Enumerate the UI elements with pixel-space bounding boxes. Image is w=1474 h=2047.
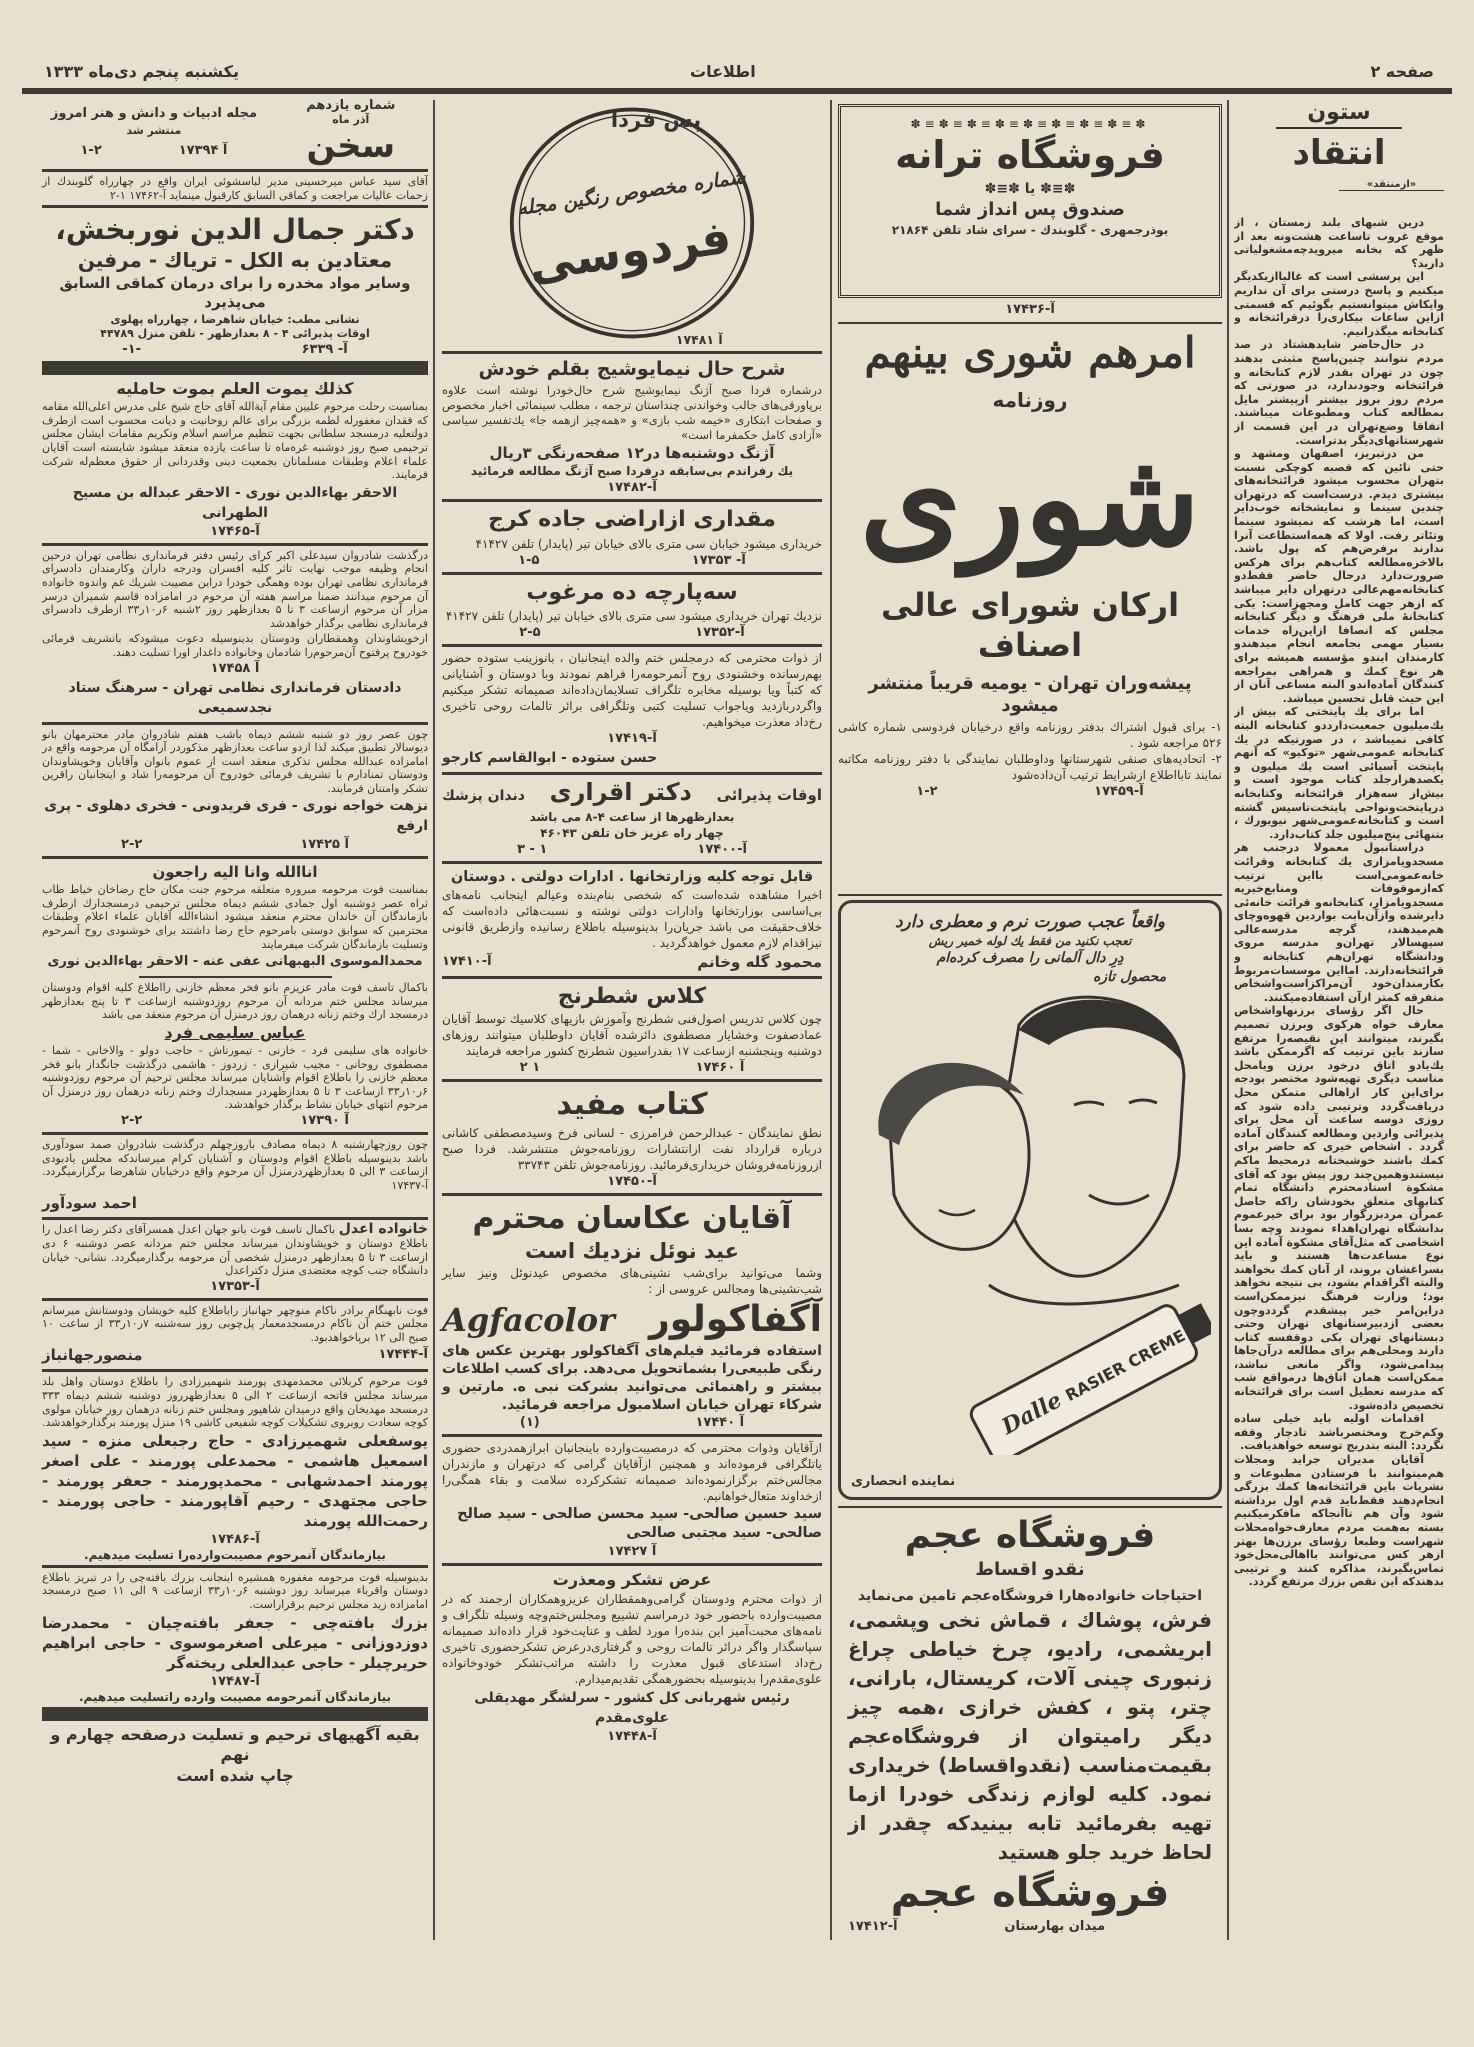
notice-signature: حسن ستوده - ابوالقاسم کارجو: [442, 749, 658, 766]
divider: [838, 894, 1222, 896]
article-paragraph: حال اگر رؤسای برزنهاواشخاص معارف خواه هرکوی وبرزن تصمیم بگیرند، میتوانند این نقیصه‌را مرتفع سازند باین ترتیب که اگرممکن باشد یك‌یادو اتاق درخود برزن ویامحل مناسب دیگری تهیه‌شود مختصر بودجه برای‌این کار ازاهالی متمکن محل دریافت‌گردد وترتیبی داده شود که روزی دوسه ساعت آن محل برای پذیرائی واردین ومطالعه کنندگان آماده گردد . اشخاص خیری که حاضر برای کمك باشند خوشبختانه درمحیط ماکم نیستندوهمین‌چند روز پیش بود که آقای مشکوة استادمحترم دانشگاه تمام کتابهای متعلق بخودشان راکه حاصل عمرآن مردبزرگوار بود برای خیرعموم بدانشگاه تهران‌اهداء نمودند وچه بسا اشخاصی که مثل‌آقای مشکوة آماده این نوع مساعدت‌ها هستند و باید بسراغشان بروند، از آنان کمك بخواهند والبته اگراقدام بشود، بی نتیجه نخواهد بود؛ وزارت فرهنگ نیزممکن‌است دراین‌امر خیر پیشقدم گرددوچون بعضی ازدبیرستانهای تهران وحتی دبستانهای تهران یکی دوقفسه کتاب دارند ومحلی‌هم برای مطالعه درآن‌جاها پیدامی‌شود، واگر مانعی نباشد، ممکن‌است همان اتاق‌ها درمواقع شب که مدرسه تعطیل است برای قرائتخانه تخصیص داده‌شود.: [1234, 1004, 1444, 1412]
notice-body: باکمال تاسف فوت مادر عزیزم بانو فخر معظم خازنی رااطلاع کلیه اقوام ودوستان میرساند مجلس ختم مردانه آن مرحوم روزدوشنبه ازساعت ۳ تا پنج بعدازظهر درمسجد ارك وختم زنانه درهمان روز درمنزل آن مرحوم منعقد می باشد: [42, 981, 428, 1022]
ad-code: آ-۱۷۴۱۰: [442, 953, 492, 969]
doctor-line: وسایر مواد مخدره را برای درمان کماقی السابق می‌پذیرد: [59, 274, 411, 311]
doctor-address: نشانی مطب: خیابان شاهرضا ، چهارراه پهلوی: [110, 312, 360, 326]
notice-body: از ذوات محترمی که درمجلس ختم والده اینجانبان ، بانوزینب ستوده حضور بهم‌رسانده وخشنودی روح آنمرحومه‌را فراهم نمودند وبا دوستان و آشنایانی که کتباً ویا بوسیله مخابره تلگراف تسلایمان‌داده‌اند صمیمانه تشکر میکنیم واگردربازدید ویاجواب تسلیت کتبی وتلگرافی برائر تالمات روحی تاخیری رخ‌داد معذرت میخواهیم.: [442, 650, 822, 729]
sokhan-ad: [42, 98, 428, 166]
notice-signature: الاحقر بهاءالدین نوری - الاحقر عبداله بن مسیح الطهرانی: [72, 484, 398, 521]
ad-run: (۱): [519, 1415, 540, 1431]
notice-signature: سید حسین صالحی- سید محسن صالحی - سید صالح صالحی- سید مجتبی صالحی: [457, 1506, 822, 1542]
notice-footnote: بیازماندگان آنمرحوم مصیبت‌وارده‌را تسلیت میدهیم.: [84, 1547, 386, 1562]
divider: [42, 1132, 428, 1135]
ad-code: آ ۱۷۴۲۵: [300, 837, 349, 853]
article-paragraph: در حال‌حاضر شایدهشتاد در صد مردم نتوانند چنین‌پاسخ مثبتی بدهند چون در تهران بقدر لازم کتابخانه و قرائتخانه وجودندارد، در صورتی که مردم روز بروز بیشتر ازپیشتر مایل بمطالعه کتاب ومطبوعات میباشند. اتفاقا وضع‌تهران در این قسمت از شهرستانهای‌دیگر بدتراست.: [1234, 338, 1444, 447]
notice-signatories: بزرك بافته‌چی - جعفر بافته‌چیان - محمدرضا دوزدوزانی - میرعلی اصغرموسوی - حاجی ابراهیم حریرچیلر - حاجی عبدالعلی ریخته‌گر: [42, 1613, 428, 1672]
divider: [838, 322, 1222, 324]
notice-body: باکمال تاسف فوت بانو جهان اعدل همسرآقای دکتر رضا اعدل را باطلاع دوستان و خویشاوندان میرساند مجلس ختم مردانه عصر دوشنبه ۶ دی ازساعت ۳ تا ۵ بعدازظهر درمنزل شخصی آن مرحومه برگذارمیگردد. نشانی- خیابان دانشگاه جنب کوچه معتضدی منزل دکتراعدل: [42, 1223, 428, 1278]
ad-run: ۱-۲: [80, 142, 102, 158]
column-rule: [830, 100, 832, 1940]
land-ad: [442, 505, 822, 570]
notice-body: اخیرا مشاهده شده‌است که شخصی بنام‌بنده وعیالم اینجانب نامه‌های بی‌اساسی بوزارتخانها وادارات دولتی نوشته و نسبت‌هائی داده‌است که خلاف‌حقیقت می باشد جریان‌را بدینوسیله باطلاع رسانیده وازطریق قانونی نیزاقدام لازم معمول خواهدگردید .: [442, 887, 822, 950]
dentist-ad: [442, 778, 822, 858]
shoura-tagline: پیشه‌وران تهران - یومیه قریباً منتشر میشود: [868, 672, 1192, 716]
ad-subtitle: نقدو اقساط: [975, 1559, 1085, 1580]
divider: [838, 1506, 1222, 1508]
notice-body: از ذوات محترم ودوستان گرامی‌وهمقطاران عزیزوهمکاران ارجمند که در مصیبت‌وارده باحضور خود درمراسم تشییع ومجلس‌ختم‌وچه وسیله تلگراف و نامه‌های محبت‌آمیز این بنده‌را مورد لطف و عنایت‌خود قرار داده‌اند صمیمانه سپاسگذار واگر درائر تالمات روحی و گرفتاری‌درعرض تشکرحضوری تاخیری رخ‌داد استدعای قبول معذرت را داشته مراتب‌تشکر خودوخانواده علوی‌مقدم‌را بدینوسیله بحضورهمگی تقدیم‌میدارم.: [442, 1592, 822, 1687]
divider: [42, 205, 428, 208]
page-number: صفحه ۲: [1370, 62, 1434, 81]
notice-body: بمناسبت رحلت مرحوم علیین مقام آیة‌الله آقای حاج شیخ علی مدرس اعلی‌الله مقامه که فقدان مغفورله لطمه بزرگی برای عالم روحانیت و دیانت محسوب است ازطرف دولتعلیه درمسجد سلطانی بجهت تنظیم مراسم اسلام وتکریم مقامات ایشان مجلس ترحیمی صبح روز دوشنبه غره‌ماه تا ساعت یازده منعقد میشود شایسته است آقایان علماء اعلام وطبقات مسلمانان بجمعیت دینی وقدردانی از حقوق معظم‌له شرکت فرمایند.: [42, 400, 428, 482]
ad-title: سه‌پارچه ده مرغوب: [526, 580, 738, 605]
notice-body: فوت مرحوم کربلائی محمدمهدی پورمند شهمیرزادی را باطلاع دوستان واهل بلد میرساند مجلس فاتحه ازساعت ۲ الی ۵ بعدازظهرروز دوشنبه ششم دیماه ۳۳۳ درمسجد مهدیخان واقع درمیدان شاهپور ومجلس ختم زنانه درهمان روز خیابان مولوی کوچه سعادت روبروی تشکیلات کوچه شفیعی کاشی ۱۹ منزل پورمند برگذارخواهدشد.: [41, 1375, 428, 1430]
divider: [42, 1298, 428, 1301]
ad-run: ۱ ۲: [519, 1060, 541, 1076]
ad-code: آ-۱۷۴۵۰: [607, 1173, 657, 1189]
man-collar-icon: [989, 1285, 1179, 1304]
warning-notice: [442, 867, 822, 973]
divider: [442, 644, 822, 647]
ornament-border-icon: ✽≡✽≡✽≡✽≡✽≡✽≡✽≡✽≡✽: [910, 117, 1150, 131]
chess-class-ad: [442, 982, 822, 1077]
notice-body: آقای سید عباس میرحسینی مدیر لباسشوئی ایران واقع در چهارراه گلوبندك از زحمات عالیات مراجعت و کماقی السابق کارقبول مینماید آ-۱۷۴۶۲ ۱-۲: [42, 175, 428, 202]
tube-brand: Dalle: [997, 1386, 1067, 1440]
doctor-ad: [42, 211, 428, 358]
dentist-role: دندان پزشك: [442, 787, 525, 804]
ad-subtitle: صندوق پس انداز شما: [935, 199, 1125, 220]
middle-column: [442, 98, 822, 1745]
divider: [442, 351, 822, 354]
notice-body: بمناسبت فوت مرحومه مبروره متعلقه مرحوم جنت مکان حاج رضاخان خیاط طاب ثراه عصر دوشنبه اول جمادی ششم دیماه مجلس ترحیمی درمسجدارك ازطرف بازماندگان آن خاندان محترم منعقد میشود انشاءالله آقایان علماء اعلام وطبقات محترمین که سوابق دوستی بامرحوم حاج رضا داشتند برای خوشنودی روح آنمرحوم وتسلیت بازماندگان شرکت میفرمایند: [42, 883, 428, 951]
thanks-notice: [442, 1569, 822, 1745]
divider: [42, 1369, 428, 1372]
divider: [42, 543, 428, 546]
ferdowsi-title: فردوسی: [525, 209, 735, 292]
shoura-item-1: ۱- برای قبول اشتراك بدفتر روزنامه واقع درخیابان فردوسی شماره کاشی ۵۲۶ مراجعه شود .: [838, 719, 1222, 750]
ad-intro: وشما می‌توانید برای‌شب نشینی‌های مخصوص عیدنوئل ونیز سایر شب‌نشینی‌ها ومجالس عروسی از :: [442, 1266, 822, 1297]
sokhan-month: آذر ماه: [332, 113, 370, 126]
village-ad: [442, 578, 822, 641]
ad-code: آ-۱۷۴۸۶: [210, 1531, 260, 1547]
notice-body: فوت نابهنگام برادر ناکام منوچهر جهانباز راباطلاع کلیه خویشان ودوستانش میرسانم مجلس ختم آن ناکام درمسجدمعمار پل‌چوبی روز سه‌شنبه ۷ر۱۰ر۳۳ از ساعت ۱۰ صبح الی ۱۲ برپاخواهدبود.: [42, 1303, 428, 1344]
divider: [42, 722, 428, 725]
ornament-icon: ✽≡✽: [1035, 180, 1076, 197]
ad-highlight: آژنگ دوشنبه‌ها در۱۲ صفحه‌رنگی ۳ریال: [489, 443, 775, 462]
column-kicker: ستون: [1307, 100, 1371, 125]
article-paragraph: من درتبریز، اصفهان ومشهد و حتی نائین که قصبه کوچکی نسبت بتهران محسوب میشود قرائتخانه‌های بیشتری دیدم. درست‌است که درتهران چندین سینما و نمایشخانه خوب‌دایر است، اما هرشب که نمیشود سینما وتئاتر رفت. اولا که همه‌استطاعت آنرا ندارند برفرض‌هم که پول باشد. بالاخره‌مطالعه کتاب‌هم برای هرکس ضرورت‌دارد درحال حاضر فقط‌دو کتابخانه‌مهم‌عالی درتهران دایر میباشد که ازهر جهت کامل ومجهزاست: یکی کتابخانهٔ ملی فرهنگ و دیگر کتابخانه مجلس که انصافا ازاین‌راه خدمات بسیار مهمی بجامعه انجام میدهندو کارمندان ایندو مؤسسه همیشه برای هر نوع کمك و همراهی بمراجعه کنندگان آماده‌اندو البته مساعی آنان از این حیث قابل تحسین میباشد.: [1234, 447, 1444, 705]
sokhan-published: منتشر شد: [126, 123, 182, 137]
notice-body: خانواده های سلیمی فرد - خازنی - تیمورتاش - حاجب دولو - والاخانی - شما - مصطفوی روحانی - مجیب شیرازی - زردوز - هاشمی درگذشت جانگداز بانو فخر معظم خازنی را باطلاع اقوام وآشنایان میرساند مجلس ترحیم آن مرحوم روزدوشنبه ۶ر۱۰ر۳۳ ازساعت ۳ تا ۵ بعدازظهردر مسجدارك وختم زنانه درهمان روز درمنزل آن مرحوم انتهای خیابان نشاط برگذار خواهدشد.: [42, 1043, 428, 1112]
agfacolor-logo: Agfacolor: [442, 1300, 615, 1339]
ad-code: آ-۱۷۳۵۳: [210, 1278, 260, 1294]
ferdowsi-top: پس فردا: [610, 106, 702, 132]
ad-code: آ-۱۷۴۱۹: [607, 730, 657, 746]
ad-title: شرح حال نیمایوشیج بقلم خودش: [478, 358, 786, 380]
ad-code: آ ۱۷۳۹۰: [300, 1112, 349, 1128]
notice-title: قابل توجه کلیه وزارتخانها . ادارات دولتی . دوستان: [450, 868, 814, 885]
notice-signature: منصورجهانباز: [42, 1346, 143, 1365]
notice-signature: رئیس شهربانی کل کشور - سرلشگر مهدیقلی علوی‌مقدم: [474, 1690, 790, 1727]
obituary-notice: [42, 1223, 428, 1294]
ad-lead: احتیاجات خانواده‌هارا فروشگاه‌عجم تامین می‌نماید: [857, 1587, 1203, 1604]
ad-or: یا: [1024, 180, 1036, 197]
ad-run: ۱-۵: [518, 553, 540, 568]
ad-code: آ-۱۷۴۳۶: [1005, 302, 1055, 317]
ad-footnote: یك رفراندم بی‌سابقه درفردا صبح آژنگ مطالعه فرمائید: [470, 463, 794, 478]
tube-label: RASIER CREME: [1062, 1325, 1189, 1405]
ad-line-1: تعجب نکنید من فقط یك لوله خمیر ریش: [928, 934, 1132, 949]
shoura-title: شوری: [859, 421, 1201, 575]
ad-code: آ-۱۷۴۴۸: [607, 1729, 657, 1745]
sokhan-desc: مجله ادبیات و دانش و هنر امروز: [50, 105, 257, 121]
notice-signature: محمود گله وخانم: [697, 952, 822, 971]
ad-title: آقایان عکاسان محترم: [472, 1200, 792, 1236]
ad-address: میدان بهارستان: [1004, 1919, 1106, 1934]
notice-body: چون عصر روز دو شنبه ششم دیماه باشب هفتم شادروان مادر محترمهان بانو دیوسالار تطبیق میکند لذا ازدو ساعت بعدازظهر مذکوردر آرامگاه آن مرحومه واقع در امامزاده عبدالله مجلس تذکری منعقد است از عموم بانوان وآقایان وخویشاوندان ودوستان تمنادارم با تشریف فرمائی خودروح آن مرحومه‌را شاد و اینجانبان راقرین تشکر وامتنان فرمایند.: [42, 727, 428, 795]
ad-code: آ-۱۷۴۶۵: [210, 523, 260, 539]
notice-footnote: بیازماندگان آنمرحومه مصیبت وارده راتسلیت میدهیم.: [79, 1689, 391, 1704]
obituary-notice: [42, 1138, 428, 1214]
doctor-hours: اوقات پذیرائی ۴ - ۸ بعدازظهر - تلفن منزل ۴۴۷۸۹: [100, 327, 370, 341]
ad-address: بوذرجمهری - گلوبندك - سرای شاد تلفن ۲۱۸۶۴: [891, 222, 1169, 237]
notice-signature: احمد سودآور: [42, 1194, 137, 1213]
ad-body: درشماره فردا صبح آژنگ نیمایوشیج شرح حال‌خودرا نوشته است علاوه برپاورقی‌های جالب وخواندنی چنداستان ترجمه ، مطلب سینمائی اخبار مخصوص و صفحات ابتکاری «خیمه شب بازی» و «همه‌چیز ازهمه جا» یك‌تفسیر سیاسی «آزادی کامل حکمفرما است»: [442, 382, 822, 442]
continued-line-2: چاپ شده است: [176, 1765, 294, 1785]
black-band: [42, 1707, 428, 1721]
divider: [139, 976, 332, 978]
ad-run: ۱ - ۳: [517, 841, 548, 857]
dalle-shaving-cream-ad: [838, 900, 1222, 1500]
ad-title: مقداری ازاراضی جاده کرج: [488, 506, 776, 532]
notice-body: بدینوسیله فوت مرحومه مغفوره همشیره اینجانب بزرك بافته‌چی را در تبریز باطلاع دوستان واقرباء میرساند روز دوشنبه ۶ر۱۰ر۳۳ ازساعت ۹ الی ۱۱ صبح درمسجد امامزاده زید مجلس ترحیم برقراراست.: [42, 1570, 429, 1612]
obituary-notice: [42, 1044, 428, 1129]
shoura-label: روزنامه: [992, 387, 1068, 412]
shoura-subtitle: ارکان شورای عالی اصناف: [880, 585, 1180, 664]
masthead-rule: [22, 88, 1452, 94]
continued-notice: [42, 1724, 428, 1787]
dentist-address: چهار راه عزیز خان تلفن ۴۶۰۴۳: [540, 825, 724, 840]
divider: [42, 1565, 428, 1568]
doctor-name: دکتر جمال الدین نوربخش،: [55, 213, 415, 247]
notice-title: خانواده اعدل: [338, 1221, 428, 1238]
obituary-notice: [42, 378, 428, 540]
ad-title: کتاب مفید: [556, 1087, 708, 1123]
divider: [442, 1434, 822, 1437]
obituary-notice: [42, 728, 428, 854]
ad-code: آ-۱۷۴۱۲: [848, 1919, 898, 1934]
ad-code: آ-۱۷۴۸۷: [210, 1673, 260, 1689]
article-paragraph: آقایان مدیران جراید ومجلات هم‌میتوانند با فرستادن مطبوعات و نشریات باین قرائتخانه‌ها کمك بزرگی انجام‌دهند فقط‌باید قدم اول برداشته شود وآن هم تاآنجاکه مافکرمیکنیم بسته به‌همت مردم معارف‌خواه‌محلات شهراست وطبعا رؤسای برزن‌ها بهتر ازهر کس می‌توانند بااهالی‌محل‌خود تماس‌بگیرند، مذاکره کنند و ترتیبی بدهندکه این نقص بزرك مرتفع گردد.: [1234, 1453, 1444, 1589]
brand-persian: آگفاکولور: [648, 1299, 822, 1341]
exclusive-agent: نماینده انحصاری: [851, 1474, 956, 1489]
sokhan-title: سخن: [306, 126, 396, 166]
obituary-notice: [42, 862, 428, 973]
notice-body: درگذشت شادروان سیدعلی اکبر کرای رئیس دفتر فرمانداری نظامی تهران درحین انجام وظیفه موجب نهایت تاثر کلیه افسران ودرجه داران وکارمندان دادسرای فرمانداری نظامی تهران بوده وهمگی خودرا دراین مصیبت شریك غم واندوه خانواده آن مرحوم میدانند ضمنا مراسم هفته آن مرحوم در امامزاده قاسم شمیران درسر مزار آن مرحوم ازساعت ۳ تا ۵ بعدازظهر روز ۲شنبه ۶ر۱۰ر۳۳ ازطرف دادسرای فرمانداری نظامی برگذار خواهدشد: [42, 548, 428, 630]
dentist-hours: بعدازظهرها از ساعت ۴-۸ می باشد: [529, 809, 735, 824]
ad-code: آ-۱۷۴۴۴: [378, 1347, 428, 1363]
laundry-notice: [42, 175, 428, 202]
ferdowsi-magazine-ad: [442, 98, 822, 348]
column-byline: «ازمنتقد»: [1339, 179, 1444, 191]
article-paragraph: این پرسشی است که غالباازیکدیگر میکنیم و پاسخ درستی برای آن نداریم وایکاش میتوانستیم بگوئیم که قسمتی ازاین ساعات بیکاری‌را درقرائتخانه و کتابخانه میگذرانیم.: [1234, 270, 1444, 338]
divider: [442, 1563, 822, 1566]
ad-run: ۲-۲: [121, 837, 143, 853]
left-column: [42, 98, 428, 1787]
thanks-notice: [442, 650, 822, 769]
shoura-newspaper-ad: [838, 326, 1222, 892]
obituary-notice: [42, 1304, 428, 1367]
doctor-specialty: معتادین به الکل - تریاك - مرفین: [77, 248, 393, 273]
ad-subtitle: عید نوئل نزدیك است: [525, 1239, 739, 1264]
divider: [442, 976, 822, 979]
ad-title-bottom: فروشگاه عجم: [890, 1870, 1170, 1916]
ad-code: آ ۱۷۴۲۷: [607, 1544, 657, 1560]
ad-body: استفاده فرمائید فیلم‌های آگفاکولور بهترین عکس های رنگی طبیعی‌را بشماتحویل می‌دهد. برای کسب اطلاعات بیشتر و راهنمائی می‌توانید بشرکت نبی ه. مارتین و شرکاء تهران خیابان اسلامبول مراجعه فرمائید.: [442, 1343, 822, 1414]
divider: [442, 1079, 822, 1082]
ad-code: آ ۱۷۴۸۱: [675, 332, 723, 348]
ad-line-3: محصول تازه: [1092, 968, 1167, 985]
divider: [42, 1217, 428, 1220]
ad-title: فروشگاه عجم: [904, 1515, 1156, 1556]
ajam-store-ad: [838, 1512, 1222, 1936]
ornament-icon: ✽≡✽: [984, 180, 1025, 197]
obituary-notice: [42, 549, 428, 719]
ad-run: ۱-۲: [916, 783, 938, 799]
ad-code-line: [838, 301, 1222, 319]
obituary-notice: [42, 981, 428, 1044]
taraneh-store-ad: [838, 104, 1222, 298]
article-paragraph: اقدامات اولیه باید خیلی ساده وکم‌خرج ومختصرباشد تادچار وقفه نگردد: البته بتدریج توسعه خواهدیافت.: [1234, 1412, 1444, 1453]
ad-code: آ ۱۷۴۵۸: [210, 660, 260, 676]
divider: [42, 169, 428, 172]
issue-date: یکشنبه پنجم دی‌ماه ۱۳۳۳: [44, 62, 239, 81]
ad-code: آ- ۶۳۳۹: [301, 342, 348, 358]
book-ad: [442, 1085, 822, 1190]
column-title: انتقاد: [1292, 133, 1386, 173]
ad-headline: واقعاً عجب صورت نرم و معطری دارد: [894, 912, 1166, 932]
ad-code: آ ۱۷۴۶۰: [695, 1060, 745, 1076]
notice-body-2: ازخویشاوندان وهمقطاران ودوستان بدینوسیله دعوت میشودکه باتشریف فرمائی خودروح پرفتوح آن‌مرحوم‌را شادمان وخانواده داغدار اورا تسلیت دهند.: [42, 632, 428, 659]
critique-column-header: [1234, 100, 1444, 215]
ad-code: آ-۱۷۴۵۹: [1094, 783, 1144, 799]
ad-body: نزدیك تهران خریداری میشود سی متری بالای خیابان تیر (پایدار) تلفن ۴۱۴۲۷: [445, 608, 822, 623]
article-paragraph: درین شبهای بلند زمستان ، از موقع غروب تاساعت هشت‌ونه بعد از ظهر که بخانه میرویدچه‌مشغولیاتی دارید؟: [1234, 216, 1444, 270]
column-rule: [1227, 100, 1229, 1940]
dentist-name: دکتر اقراری: [549, 777, 692, 806]
ad-code: آ-۱۷۳۵۲: [695, 624, 745, 640]
ad-body: نطق نمایندگان - عبدالرحمن فرامرزی - لسانی فرخ وسیدمصطفی کاشانی درباره قرارداد نفت ازانتشارات روزنامه‌جوش منتشرشد. فردا صبح ازروزنامه‌فروشان خریداری‌فرمائید. روزنامه‌جوش تلفن ۳۳۷۴۳: [442, 1125, 822, 1172]
ad-body: خریداری میشود خیابان سی متری بالای خیابان تیر (پایدار) تلفن ۴۱۴۲۷: [475, 537, 822, 551]
notice-signature: دادستان فرمانداری نظامی تهران - سرهنگ ستاد نجدسمیعی: [68, 679, 402, 716]
continued-line-1: بقیه آگهیهای ترحیم و تسلیت درصفحه چهارم و نهم: [50, 1724, 420, 1764]
ad-body: چون کلاس تدریس اصول‌فنی شطرنج وآموزش بازیهای کلاسیك توسط آقایان عمادصفوت وخشایار مصطفوی دائرشده آقایان داوطلبان میتوانند روزهای دوشنبه وپنجشنبه ازساعت ۱۷ بفدراسیون شطرنج کشور مراجعه فرمایند: [442, 1012, 822, 1059]
ad-body: فرش، پوشاك ، قماش نخی وپشمی، ابریشمی، رادیو، چرخ خیاطی چراغ زنبوری چینی آلات، کریستال، بارانی، چتر، پتو ، کفش خرازی ،همه چیز دیگر رامیتوان از فروشگاه‌عجم بقیمت‌مناسب (نقدواقساط) خریداری نمود. کلیه لوازم زندگی خودرا ازما تهیه بفرمائید تابه بینیدکه چقدر از لحاظ خرید جلو هستید: [848, 1608, 1212, 1864]
notice-title: اناالله وانا الیه راجعون: [152, 863, 318, 882]
couple-illustration: [849, 985, 1211, 1455]
notice-signature: محمدالموسوی البهبهانی عفی عنه - الاحقر بهاءالدین نوری: [47, 954, 423, 970]
thanks-notice: [442, 1440, 822, 1560]
ad-run: ۲-۲: [121, 1112, 143, 1128]
critique-article-body: [1234, 216, 1444, 1936]
notice-signature: عباس سلیمی فرد: [164, 1022, 306, 1042]
newspaper-name: اطلاعات: [690, 62, 756, 81]
ad-run: ۲-۵: [519, 624, 541, 640]
divider: [442, 499, 822, 502]
ferdowsi-line: شماره مخصوص رنگین مجله: [515, 165, 747, 220]
ferdowsi-circle-artwork: [442, 98, 822, 348]
divider: [442, 1193, 822, 1196]
column-rule: [433, 100, 435, 1940]
divider: [42, 856, 428, 859]
sokhan-issue: شماره یازدهم: [306, 98, 396, 113]
ad-title: کلاس شطرنج: [557, 983, 707, 1009]
shaving-cream-tube-icon: [968, 1290, 1211, 1455]
black-band: [42, 361, 428, 375]
ad-code: آ ۱۷۴۴۰: [695, 1415, 745, 1431]
article-paragraph: دراستانبول معمولا درجنب هر مسجدویامزاری یك کتابخانه وقرائت خانه‌عمومی‌است بااین ترتیب که‌ازموقوفات ومنابع‌خیریه مسجدویامزار، کتابخانه‌و قرائت خانه‌ئی دایرشده وازآن‌بابت بواردین قهوه‌وچای هم‌میدهند، گرچه مدرسه‌عالی سپهسالار تهران‌و مدرسه مروی ودانشگاه تهران‌هم کتابخانه و قرائتخانه‌دارند. امااین موسسات‌مربوط بکارمندان‌خود آن‌مراکزاست‌واشخاص متفرقه کمتر ازآن استفاده‌میکنند.: [1234, 841, 1444, 1004]
ad-code: آ-۱۷۴۸۲: [607, 479, 657, 495]
obituary-notice: [42, 1571, 428, 1704]
notice-title: عرض تشکر ومعذرت: [552, 1570, 712, 1590]
ad-code: آ ۱۷۳۹۴: [178, 142, 228, 158]
ad-title: فروشگاه ترانه: [895, 133, 1165, 177]
ad-code: آ-۱۷۴۰۰: [697, 841, 747, 857]
ad-line-2: دِرِ دال آلمانی را مصرف کرده‌ام: [936, 950, 1124, 967]
ad-run: -۱-: [122, 342, 142, 358]
notice-body: ازآقایان وذوات محترمی که درمصیبت‌وارده باینجانبان ابرازهمدردی حضوری یاتلگرافی فرموده‌اند و همچنین ازآقایان گرامی که درتهران و مازندران مجالس‌ختم برگزارنموده‌اند صمیمانه تشکرکرده سلامت و بقاء همگی‌را ازخداوند متعال‌خواهانیم.: [442, 1441, 822, 1504]
divider: [442, 772, 822, 775]
notice-signature: نزهت خواجه نوری - فری فریدونی - فخری دهلوی - پری ارفع: [44, 798, 428, 835]
shoura-quote: امرهم شوری بینهم: [864, 328, 1196, 377]
shoura-item-2: ۲- اتحادیه‌های صنفی شهرستانها وداوطلبان نمایندگی با دفتر روزنامه مکاتبه نمایند تابااطلاع ازشرایط ترتیب آن‌داده‌شود: [838, 751, 1222, 782]
agfacolor-ad: [442, 1199, 822, 1432]
hours-label: اوقات پذیرائی: [716, 785, 822, 804]
notice-signatories: یوسفعلی شهمیرزادی - حاج رجبعلی منزه - سید اسمعیل هاشمی - محمدعلی پورمند - علی اصغر پورمند احمدشهابی - محمدپورمند - جعفر پورمند - حاجی مجتهدی - رحیم آقاپورمند - حاجی پورمند - رحمت‌الله پورمند: [42, 1431, 428, 1530]
ad-code: آ- ۱۷۳۵۳: [691, 553, 746, 568]
notice-title: کذلك یموت العلم بموت حامليه: [116, 379, 354, 399]
nima-article-ad: [442, 357, 822, 496]
divider: [442, 861, 822, 864]
obituary-notice: [42, 1375, 428, 1561]
article-paragraph: اما برای یك پایتختی که بیش از یك‌میلیون جمعیت‌دارددو کتابخانه البته کافی نمیباشد ، در صورتیکه در یك کتابخانه عمومی‌شهر «توکیو» که آنهم پایتخت آسیائی است یك میلیون و یکصدهزارجلد کتاب موجود است و بیش‌از سه‌هزار قرائتخانه وکتابخانه درپایتخت‌ونواحی پایتخت‌تاسیس گشته است و کتابخانه‌عمومی‌شهر نیویورك ، بتنهائی پنج‌میلیون جلد کتاب‌دارد.: [1234, 705, 1444, 841]
notice-body: چون روزچهارشنبه ۸ دیماه مصادف باروزچهلم درگذشت شادروان صمد سودآوری باشد بدینوسیله باطلاع اقوام ودوستان و آشنایان کرام میرساندکه مجلس یادبودی ازساعت ۳ الی ۵ بعدازظهردرمنزل آن مرحوم واقع درخیابان شاهرضا برگزارمیگردد. آ-۱۷۴۳۷: [42, 1137, 428, 1192]
divider: [442, 572, 822, 575]
